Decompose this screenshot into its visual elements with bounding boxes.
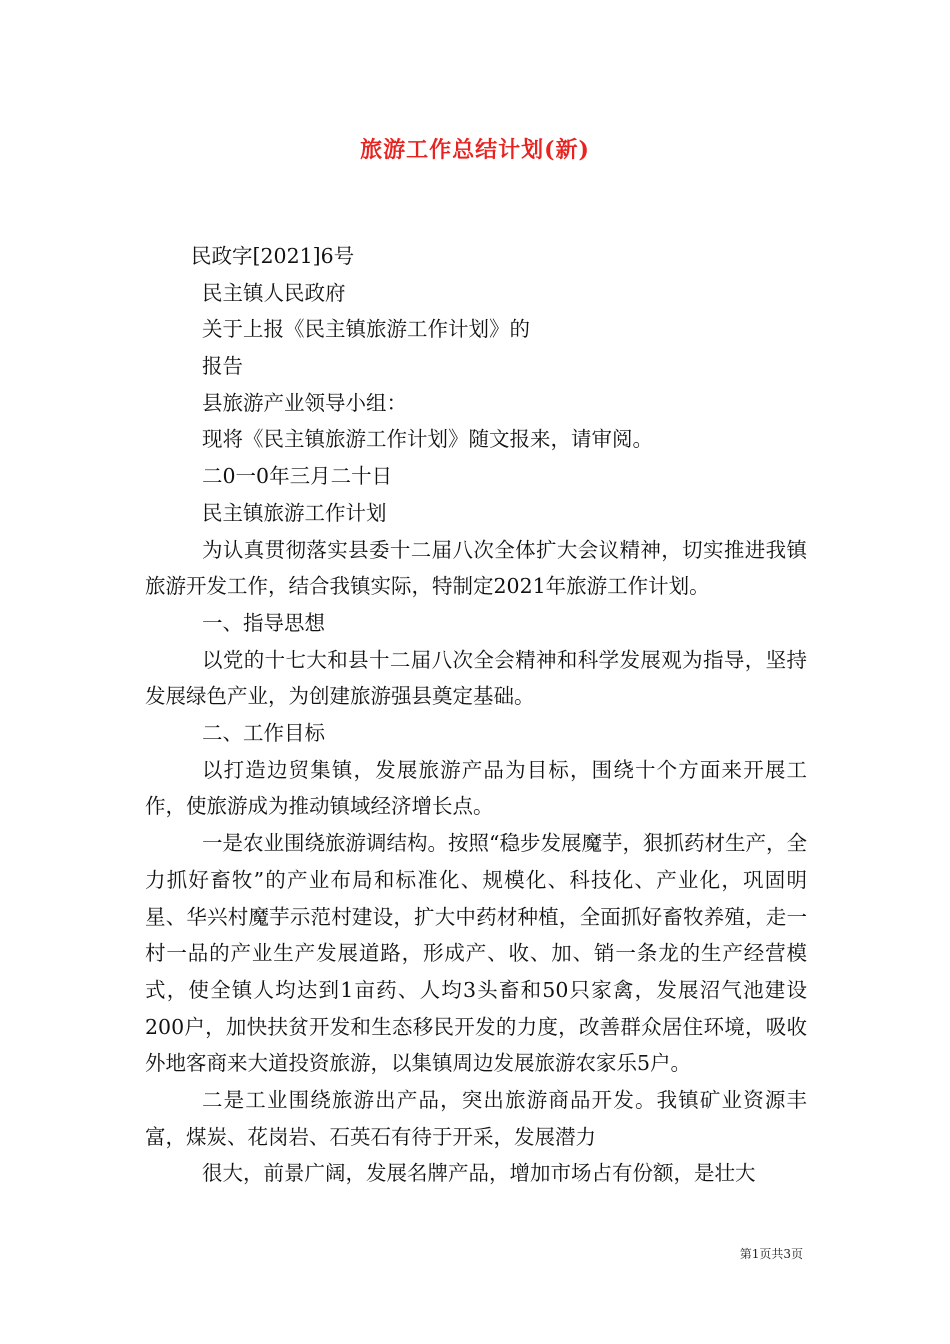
document-date: 二0一0年三月二十日 bbox=[202, 464, 393, 489]
document-body bbox=[145, 238, 807, 1192]
section-2-paragraph: 以打造边贸集镇，发展旅游产品为目标，围绕十个方面来开展工作，使旅游成为推动镇域经济增长点。 bbox=[145, 757, 807, 819]
addressee: 县旅游产业领导小组： bbox=[202, 390, 407, 415]
intro-paragraph: 为认真贯彻落实县委十二届八次全体扩大会议精神，切实推进我镇旅游开发工作，结合我镇实际，特制定2021年旅游工作计划。 bbox=[145, 537, 807, 599]
page-number: 第1页共3页 bbox=[739, 1247, 803, 1261]
doc-number: 民政字[2021]6号 bbox=[191, 244, 355, 268]
section-1-heading: 一、指导思想 bbox=[202, 610, 325, 635]
subject-line-1: 关于上报《民主镇旅游工作计划》的 bbox=[202, 317, 530, 342]
plan-title: 民主镇旅游工作计划 bbox=[202, 500, 387, 525]
document-title: 旅游工作总结计划(新) bbox=[360, 137, 590, 163]
section-2-heading: 二、工作目标 bbox=[202, 721, 325, 745]
point-1-paragraph: 一是农业围绕旅游调结构。按照“稳步发展魔芋，狠抓药材生产，全力抓好畜牧”的产业布局和标准化、规模化、科技化、产业化，巩固明星、华兴村魔芋示范村建设，扩大中药材种植，全面抓好畜牧养殖，走一村一品的产业生产发展道路，形成产、收、加、销一条龙的生产经营模式，使全镇人均达到1亩药、人均3头畜和50只家禽，发展沼气池建设200户，加快扶贫开发和生态移民开发的力度，改善群众居住环境，吸收外地客商来大道投资旅游，以集镇周边发展旅游农家乐5户。 bbox=[145, 831, 807, 1076]
point-2-paragraph: 二是工业围绕旅游出产品，突出旅游商品开发。我镇矿业资源丰富，煤炭、花岗岩、石英石有待于开采，发展潜力 bbox=[145, 1088, 807, 1149]
submission-text: 现将《民主镇旅游工作计划》随文报来，请审阅。 bbox=[202, 427, 653, 452]
section-1-paragraph: 以党的十七大和县十二届八次全会精神和科学发展观为指导，坚持发展绿色产业，为创建旅游强县奠定基础。 bbox=[145, 647, 807, 709]
issuing-org: 民主镇人民政府 bbox=[202, 280, 346, 305]
point-2-continued: 很大，前景广阔，发展名牌产品，增加市场占有份额，是壮大 bbox=[202, 1161, 756, 1186]
subject-line-2: 报告 bbox=[202, 354, 243, 379]
